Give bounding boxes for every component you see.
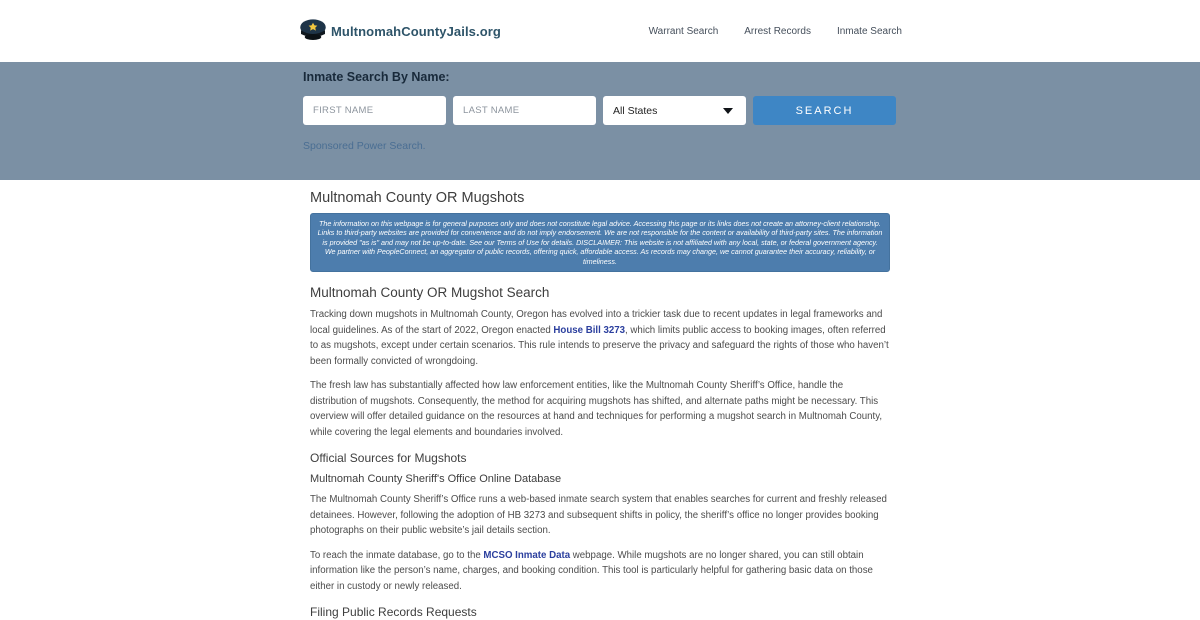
paragraph-text: To reach the inmate database, go to the: [310, 549, 484, 561]
sponsored-power-search-link[interactable]: Sponsored Power Search.: [303, 140, 426, 152]
search-form: [303, 96, 897, 125]
section-heading-public-records-requests: Filing Public Records Requests: [310, 605, 477, 620]
police-hat-icon: [298, 17, 328, 45]
mcso-inmate-data-link[interactable]: MCSO Inmate Data: [483, 549, 571, 561]
site-logo[interactable]: [298, 17, 501, 45]
paragraph-sheriff-database-1: The Multnomah County Sheriff’s Office runs a web-based inmate search system that enables searches for current and freshly released detainees. However, following the adoption of HB 3273 and subsequent shifts in policy, the sheriff’s office no longer provides booking photographs on their public website’s jail details section.: [310, 494, 887, 537]
chevron-down-icon: [723, 108, 733, 114]
first-name-input[interactable]: [303, 96, 446, 125]
page-title: Multnomah County OR Mugshots: [310, 190, 525, 206]
last-name-input[interactable]: [453, 96, 596, 125]
subheading-sheriff-office-database: Multnomah County Sheriff's Office Online Database: [310, 473, 562, 486]
site-header: [0, 0, 1200, 62]
house-bill-3273-link[interactable]: House Bill 3273: [553, 324, 626, 336]
paragraph-text: Tracking down mugshots in Multnomah County, Oregon has evolved into a trickier task due to recent updates in legal frameworks and local guidelines. As of the start of 2022, Oregon enacted: [310, 309, 883, 336]
paragraph-text: , which limits public access to booking images, often referred to as mugshots, except under certain scenarios. This rule intends to preserve the privacy and safeguard the rights of those who haven’t been formally convicted of wrongdoing.: [310, 324, 889, 367]
legal-disclaimer-box: The information on this webpage is for general purposes only and does not constitute legal advice. Accessing this page or its links does not create an attorney-client relationship. Links to third-party websites are provided for convenience and do not imply endorsement. We are not responsible for the content or availability of third-party sites. The information is provided "as is" and may not be up-to-date. See our Terms of Use for details. DISCLAIMER: This website is not affiliated with any local, state, or federal government agency. We partner with PeopleConnect, an aggregator of public records, offering quick, affordable access. As records may change, we cannot guarantee their accuracy, reliability, or timeliness.: [310, 213, 890, 272]
state-select-value: All States: [613, 104, 658, 117]
paragraph-mugshot-search-2: The fresh law has substantially affected how law enforcement entities, like the Multnomah County Sheriff’s Office, handle the distribution of mugshots. Consequently, the method for acquiring mugshots has shifted, and alternate paths might be necessary. This overview will offer detailed guidance on the resources at hand and techniques for performing a mugshot search in Multnomah County, while covering the legal elements and boundaries involved.: [310, 380, 883, 438]
nav-arrest-records[interactable]: Arrest Records: [744, 25, 811, 37]
main-content: [310, 190, 890, 619]
main-nav: [649, 26, 902, 37]
section-heading-official-sources: Official Sources for Mugshots: [310, 451, 467, 466]
state-select[interactable]: [603, 96, 746, 125]
paragraph-text: webpage. While mugshots are no longer shared, you can still obtain information like the person’s name, charges, and booking condition. This tool is particularly helpful for gathering basic data on those either in custody or newly released.: [310, 549, 873, 592]
paragraph-mugshot-search-1: [310, 307, 890, 369]
search-button[interactable]: SEARCH: [753, 96, 896, 125]
nav-warrant-search[interactable]: Warrant Search: [648, 25, 719, 37]
section-heading-mugshot-search: Multnomah County OR Mugshot Search: [310, 285, 550, 301]
search-panel-title: Inmate Search By Name:: [303, 70, 450, 84]
inmate-search-panel: [0, 62, 1200, 180]
paragraph-sheriff-database-2: [310, 548, 890, 595]
nav-inmate-search[interactable]: Inmate Search: [836, 25, 902, 37]
logo-text: MultnomahCountyJails.org: [331, 23, 501, 39]
